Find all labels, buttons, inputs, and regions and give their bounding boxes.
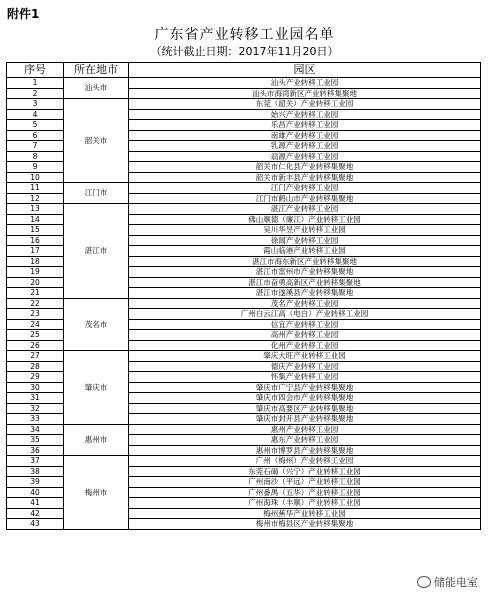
row-index: 10 <box>7 172 64 183</box>
row-index: 24 <box>7 319 64 330</box>
table-body <box>7 78 481 530</box>
row-index: 34 <box>7 424 64 435</box>
row-park: 韶关市仁化县产业转移集聚地 <box>129 162 481 173</box>
row-index: 32 <box>7 403 64 414</box>
table-row <box>7 456 481 467</box>
row-park: 肇庆大旺产业转移工业园 <box>129 351 481 362</box>
row-park: 湛江市雷州市产业转移集聚地 <box>129 267 481 278</box>
park-list-table <box>6 62 481 530</box>
row-city: 韶关市 <box>64 99 129 183</box>
row-park: 乳源产业转移工业园 <box>129 141 481 152</box>
row-index: 25 <box>7 330 64 341</box>
wechat-icon <box>417 576 431 588</box>
row-park: 广州南沙（平远）产业转移工业园 <box>129 477 481 488</box>
row-index: 28 <box>7 361 64 372</box>
row-city: 汕头市 <box>64 78 129 99</box>
row-city: 湛江市 <box>64 204 129 299</box>
row-park: 翁源产业转移工业园 <box>129 151 481 162</box>
row-index: 19 <box>7 267 64 278</box>
row-index: 11 <box>7 183 64 194</box>
row-index: 8 <box>7 151 64 162</box>
row-city: 茂名市 <box>64 298 129 351</box>
row-park: 惠东产业转移工业园 <box>129 435 481 446</box>
row-park: 化州产业转移工业园 <box>129 340 481 351</box>
table-row <box>7 204 481 215</box>
watermark <box>414 573 481 591</box>
row-park: 惠州市博罗县产业转移集聚地 <box>129 445 481 456</box>
row-park: 韶关市新丰县产业转移集聚地 <box>129 172 481 183</box>
row-index: 16 <box>7 235 64 246</box>
row-index: 15 <box>7 225 64 236</box>
row-index: 13 <box>7 204 64 215</box>
row-index: 14 <box>7 214 64 225</box>
row-park: 德庆产业转移工业园 <box>129 361 481 372</box>
row-index: 23 <box>7 309 64 320</box>
row-park: 广州白云江高（电白）产业转移工业园 <box>129 309 481 320</box>
row-index: 20 <box>7 277 64 288</box>
row-index: 30 <box>7 382 64 393</box>
row-park: 湛江产业转移工业园 <box>129 204 481 215</box>
row-park: 茂名产业转移工业园 <box>129 298 481 309</box>
row-city: 惠州市 <box>64 424 129 456</box>
row-park: 广州海珠（丰顺）产业转移工业园 <box>129 498 481 509</box>
row-index: 9 <box>7 162 64 173</box>
row-park: 梅州市梅县区产业转移集聚地 <box>129 519 481 530</box>
page-title: 广东省产业转移工业园名单 <box>154 27 335 43</box>
row-index: 4 <box>7 109 64 120</box>
row-park: 梅州蕉华产业转移工业园 <box>129 508 481 519</box>
row-index: 42 <box>7 508 64 519</box>
header-city: 所在地市 <box>64 63 129 78</box>
row-index: 29 <box>7 372 64 383</box>
attachment-label: 附件1 <box>7 7 40 21</box>
row-park: 乐昌产业转移工业园 <box>129 120 481 131</box>
row-index: 12 <box>7 193 64 204</box>
row-index: 21 <box>7 288 64 299</box>
row-index: 38 <box>7 466 64 477</box>
row-park: 东莞石碣（兴宁）产业转移工业园 <box>129 466 481 477</box>
row-index: 7 <box>7 141 64 152</box>
row-index: 5 <box>7 120 64 131</box>
row-park: 吴川华昱产业转移工业园 <box>129 225 481 236</box>
row-park: 肇庆市四会市产业转移集聚地 <box>129 393 481 404</box>
row-index: 33 <box>7 414 64 425</box>
table-row <box>7 424 481 435</box>
row-index: 31 <box>7 393 64 404</box>
watermark-text: 储能电室 <box>434 576 478 589</box>
table-row <box>7 298 481 309</box>
row-park: 怀集产业转移工业园 <box>129 372 481 383</box>
row-index: 26 <box>7 340 64 351</box>
row-city: 肇庆市 <box>64 351 129 425</box>
row-park: 湛江市奋勇高新区产业转移集聚地 <box>129 277 481 288</box>
row-park: 南雄产业转移工业园 <box>129 130 481 141</box>
row-park: 汕头产业转移工业园 <box>129 78 481 89</box>
row-park: 霞山临港产业转移工业园 <box>129 246 481 257</box>
table-row <box>7 78 481 89</box>
row-park: 惠州产业转移工业园 <box>129 424 481 435</box>
table-header-row <box>7 63 481 78</box>
row-park: 高州产业转移工业园 <box>129 330 481 341</box>
row-park: 广州番禺（五华）产业转移工业园 <box>129 487 481 498</box>
row-park: 东莞（韶关）产业转移工业园 <box>129 99 481 110</box>
row-index: 27 <box>7 351 64 362</box>
row-index: 37 <box>7 456 64 467</box>
row-index: 36 <box>7 445 64 456</box>
row-index: 22 <box>7 298 64 309</box>
header-park: 园区 <box>129 63 481 78</box>
row-index: 1 <box>7 78 64 89</box>
row-park: 江门产业转移工业园 <box>129 183 481 194</box>
row-index: 2 <box>7 88 64 99</box>
row-park: 肇庆市广宁县产业转移集聚地 <box>129 382 481 393</box>
row-park: 始兴产业转移工业园 <box>129 109 481 120</box>
row-index: 6 <box>7 130 64 141</box>
row-city: 江门市 <box>64 183 129 204</box>
row-index: 41 <box>7 498 64 509</box>
row-park: 肇庆市高要区产业转移集聚地 <box>129 403 481 414</box>
row-index: 35 <box>7 435 64 446</box>
row-park: 江门市鹤山市产业转移集聚地 <box>129 193 481 204</box>
row-park: 肇庆市封开县产业转移集聚地 <box>129 414 481 425</box>
table-row <box>7 183 481 194</box>
header-index: 序号 <box>7 63 64 78</box>
page-subtitle: （统计截止日期：2017年11月20日） <box>150 45 339 58</box>
row-city: 梅州市 <box>64 456 129 530</box>
row-index: 17 <box>7 246 64 257</box>
row-index: 3 <box>7 99 64 110</box>
table-row <box>7 99 481 110</box>
table-row <box>7 351 481 362</box>
row-index: 39 <box>7 477 64 488</box>
row-park: 佛山顺德（廉江）产业转移工业园 <box>129 214 481 225</box>
row-park: 徐闻产业转移工业园 <box>129 235 481 246</box>
row-park: 湛江市海东新区产业转移集聚地 <box>129 256 481 267</box>
row-park: 汕头市海湾新区产业转移集聚地 <box>129 88 481 99</box>
row-index: 40 <box>7 487 64 498</box>
row-park: 湛江市遂溪县产业转移集聚地 <box>129 288 481 299</box>
row-park: 信宜产业转移工业园 <box>129 319 481 330</box>
row-park: 广州（梅州）产业转移工业园 <box>129 456 481 467</box>
row-index: 18 <box>7 256 64 267</box>
row-index: 43 <box>7 519 64 530</box>
